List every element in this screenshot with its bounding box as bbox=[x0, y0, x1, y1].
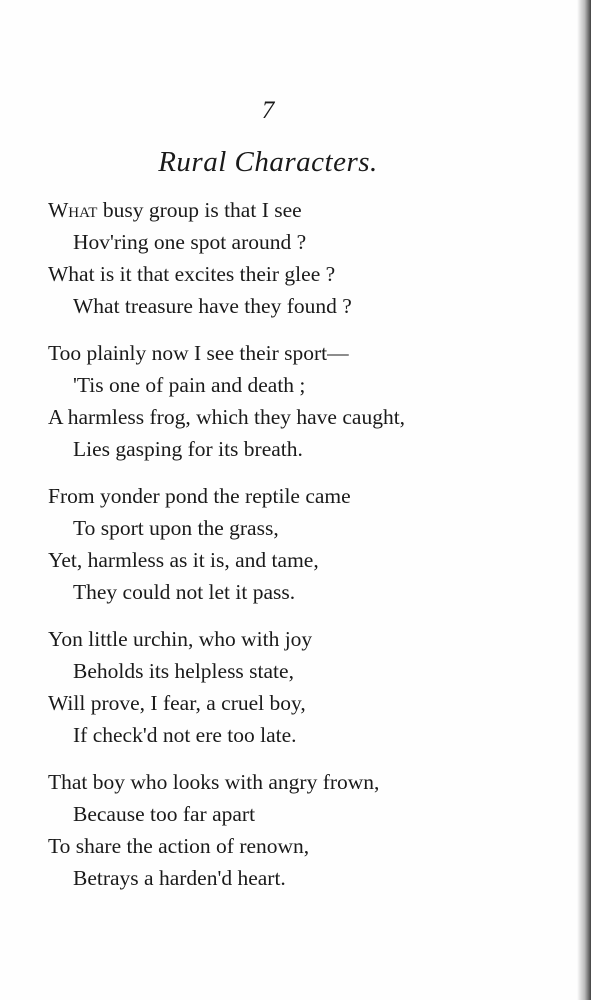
poem-line: A harmless frog, which they have caught, bbox=[48, 405, 406, 429]
poem-line: Hov'ring one spot around ? bbox=[73, 230, 307, 254]
poem-line: They could not let it pass. bbox=[73, 580, 296, 604]
poem-title: Rural Characters. bbox=[158, 146, 378, 178]
poem-line: Beholds its helpless state, bbox=[73, 659, 294, 683]
stanza-3 bbox=[48, 480, 548, 608]
poem-line: Betrays a harden'd heart. bbox=[73, 866, 286, 890]
poem-line: Will prove, I fear, a cruel boy, bbox=[48, 691, 306, 715]
stanza-5 bbox=[48, 766, 548, 894]
stanza-1 bbox=[48, 194, 548, 322]
poem-line: To sport upon the grass, bbox=[73, 516, 279, 540]
poem-line: What treasure have they found ? bbox=[73, 294, 352, 318]
poem-line: Because too far apart bbox=[73, 802, 256, 826]
poem-line: Lies gasping for its breath. bbox=[73, 437, 303, 461]
poem-line: To share the action of renown, bbox=[48, 834, 310, 858]
poem-line: Yet, harmless as it is, and tame, bbox=[48, 548, 319, 572]
poem-line: Too plainly now I see their sport— bbox=[48, 341, 349, 365]
poem-body bbox=[48, 194, 548, 909]
poem-line: From yonder pond the reptile came bbox=[48, 484, 351, 508]
poem-line-1 bbox=[48, 194, 548, 226]
poem-line: That boy who looks with angry frown, bbox=[48, 770, 380, 794]
stanza-2 bbox=[48, 337, 548, 465]
page-edge-shadow bbox=[577, 0, 591, 1000]
poem-line: If check'd not ere too late. bbox=[73, 723, 297, 747]
poem-line-1-rest: busy group is that I see bbox=[97, 198, 302, 222]
drop-word: What bbox=[48, 198, 98, 222]
page-number: 7 bbox=[261, 97, 275, 124]
stanza-4 bbox=[48, 623, 548, 751]
poem-line: What is it that excites their glee ? bbox=[48, 262, 336, 286]
poem-line: 'Tis one of pain and death ; bbox=[73, 373, 306, 397]
poem-line: Yon little urchin, who with joy bbox=[48, 627, 313, 651]
